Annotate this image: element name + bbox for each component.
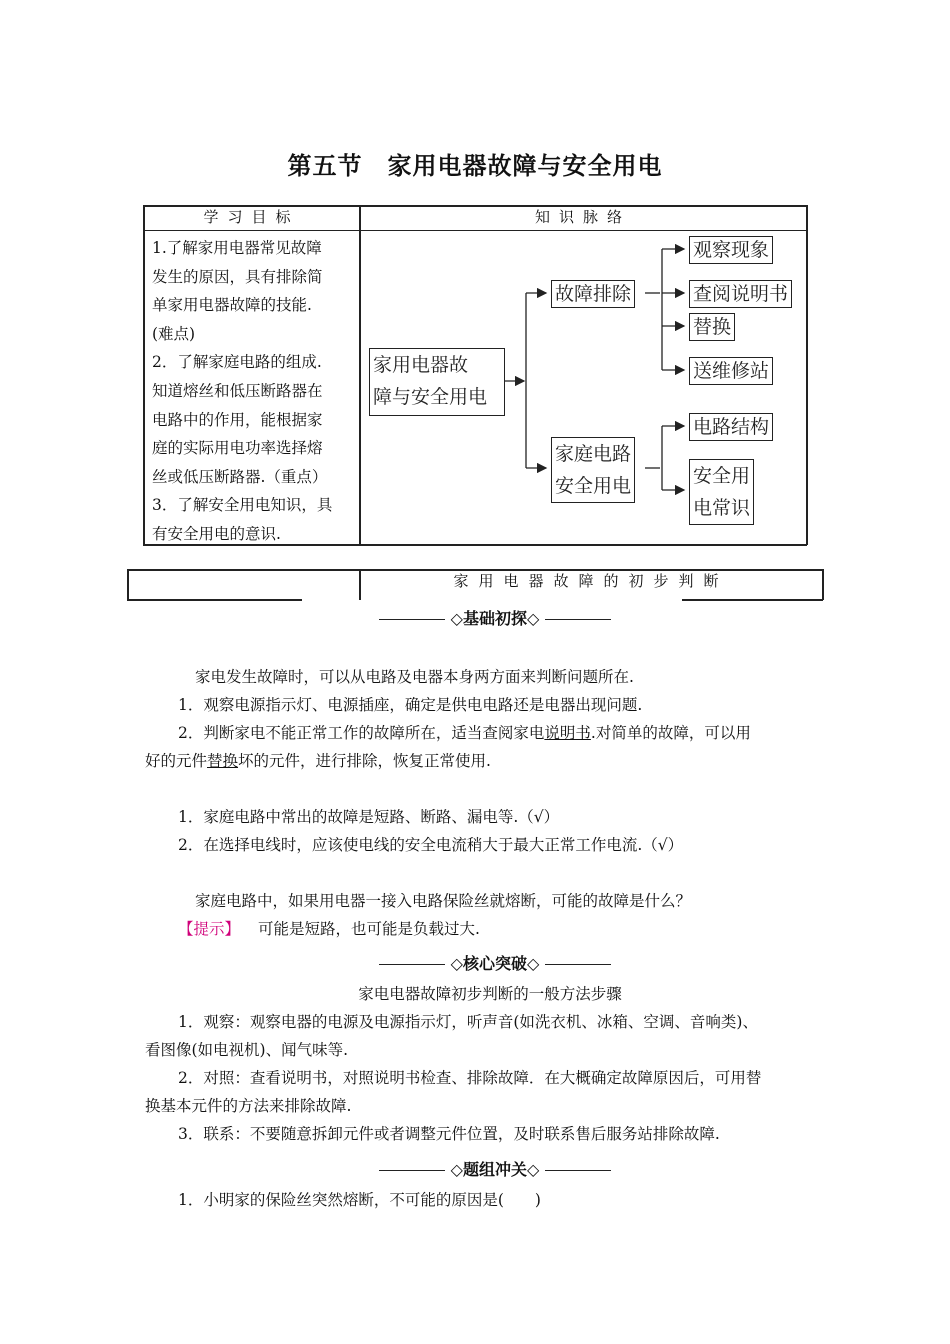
goal-line: 3．了解安全用电知识，具 xyxy=(152,496,333,515)
goal-line: (难点) xyxy=(152,324,196,343)
diamond-icon: ◇ xyxy=(450,954,463,973)
diagram-root-line2: 障与安全用电 xyxy=(373,386,488,408)
exercise-q1: 1．小明家的保险丝突然熔断，不可能的原因是( ) xyxy=(178,1191,541,1209)
goal-line: 1.了解家用电器常见故障 xyxy=(152,239,322,257)
core-s2-line1: 2．对照：查看说明书，对照说明书检查、排除故障．在大概确定故障原因后，可用替 xyxy=(178,1069,762,1087)
basic-item2-b: .对简单的故障，可以用 xyxy=(590,724,751,742)
goal-line: 庭的实际用电功率选择熔 xyxy=(152,439,323,458)
banner-core xyxy=(360,951,630,974)
section-bottom-left xyxy=(127,599,302,601)
think-question: 家庭电路中，如果用电器一接入电路保险丝就熔断，可能的故障是什么？ xyxy=(195,892,692,910)
knowledge-header: 知识脉络 xyxy=(534,208,631,226)
banner-basic xyxy=(360,606,630,629)
banner-basic-label: 基础初探 xyxy=(462,609,527,628)
judge-1: 1．家庭电路中常出的故障是短路、断路、漏电等.（√） xyxy=(178,808,560,826)
banner-rule xyxy=(545,1170,611,1172)
basic-item2-underline1: 说明书 xyxy=(544,724,591,742)
banner-rule xyxy=(379,964,445,966)
basic-item2-line1 xyxy=(178,723,751,743)
section-right-border xyxy=(822,569,824,600)
page-title: 第五节 家用电器故障与安全用电 xyxy=(287,152,663,180)
banner-rule xyxy=(545,619,611,621)
basic-intro: 家电发生故障时，可以从电路及电器本身两方面来判断问题所在. xyxy=(195,668,634,686)
section-left-border xyxy=(127,569,129,600)
banner-exercise-label: 题组冲关 xyxy=(462,1160,527,1179)
goal-line: 丝或低压断路器.（重点） xyxy=(152,467,328,486)
core-s1-line1: 1．观察：观察电器的电源及电源指示灯，听声音(如洗衣机、冰箱、空调、音响类)、 xyxy=(178,1013,758,1031)
diamond-icon: ◇ xyxy=(527,1160,540,1179)
diagram-leaf-box: 送维修站 xyxy=(689,357,773,385)
diamond-icon: ◇ xyxy=(527,609,540,628)
think-hint xyxy=(178,919,480,939)
diagram-leaf-box: 替换 xyxy=(689,313,735,341)
core-s3: 3．联系：不要随意拆卸元件或者调整元件位置，及时联系售后服务站排除故障. xyxy=(178,1125,720,1143)
hint-text: 可能是短路，也可能是负载过大. xyxy=(258,920,480,938)
basic-item2-line2 xyxy=(145,751,491,771)
basic-item2-underline2: 替换 xyxy=(207,752,239,770)
section-bottom-right xyxy=(682,599,823,601)
diamond-icon: ◇ xyxy=(527,954,540,973)
goals-header: 学习目标 xyxy=(203,208,300,226)
diagram-leaf-box-multi xyxy=(689,459,754,525)
section-header: 家用电器故障的初步判断 xyxy=(453,572,729,590)
core-s2-line2: 换基本元件的方法来排除故障. xyxy=(145,1097,352,1115)
diagram-branch2-line2: 安全用电 xyxy=(555,475,632,497)
goal-line: 单家用电器故障的技能. xyxy=(152,296,312,315)
diagram-leaf-line2: 电常识 xyxy=(693,497,751,519)
core-subtitle: 家电电器故障初步判断的一般方法步骤 xyxy=(358,985,622,1003)
diamond-icon: ◇ xyxy=(450,1160,463,1179)
goal-line: 2．了解家庭电路的组成. xyxy=(152,353,322,372)
goal-line: 发生的原因，具有排除简 xyxy=(152,267,323,286)
basic-item2-d: 坏的元件，进行排除，恢复正常使用. xyxy=(238,752,491,770)
basic-item2-a: 2．判断家电不能正常工作的故障所在，适当查阅家电 xyxy=(178,724,545,742)
diagram-branch1-box: 故障排除 xyxy=(551,280,635,308)
basic-item2-c: 好的元件 xyxy=(145,752,208,770)
core-s1-line2: 看图像(如电视机)、闻气味等. xyxy=(145,1041,349,1059)
banner-rule xyxy=(545,964,611,966)
banner-rule xyxy=(379,1170,445,1172)
goal-line: 电路中的作用，能根据家 xyxy=(152,410,323,429)
diagram-branch2-box xyxy=(551,437,635,503)
banner-rule xyxy=(379,619,445,621)
diagram-leaf-line1: 安全用 xyxy=(693,465,751,487)
banner-core-label: 核心突破 xyxy=(462,954,527,973)
diagram-leaf-box: 电路结构 xyxy=(689,413,773,441)
judge-2: 2．在选择电线时，应该使电线的安全电流稍大于最大正常工作电流.（√） xyxy=(178,836,684,854)
goal-line: 知道熔丝和低压断路器在 xyxy=(152,381,323,400)
diagram-root-line1: 家用电器故 xyxy=(373,354,469,376)
goal-line: 有安全用电的意识. xyxy=(152,524,281,543)
diamond-icon: ◇ xyxy=(450,609,463,628)
banner-exercise xyxy=(360,1157,630,1180)
basic-item1: 1．观察电源指示灯、电源插座，确定是供电电路还是电器出现问题. xyxy=(178,696,643,714)
diagram-branch2-line1: 家庭电路 xyxy=(555,443,632,465)
diagram-leaf-box: 观察现象 xyxy=(689,236,773,264)
hint-label: 【提示】 xyxy=(178,920,241,938)
diagram-leaf-box: 查阅说明书 xyxy=(689,280,792,308)
